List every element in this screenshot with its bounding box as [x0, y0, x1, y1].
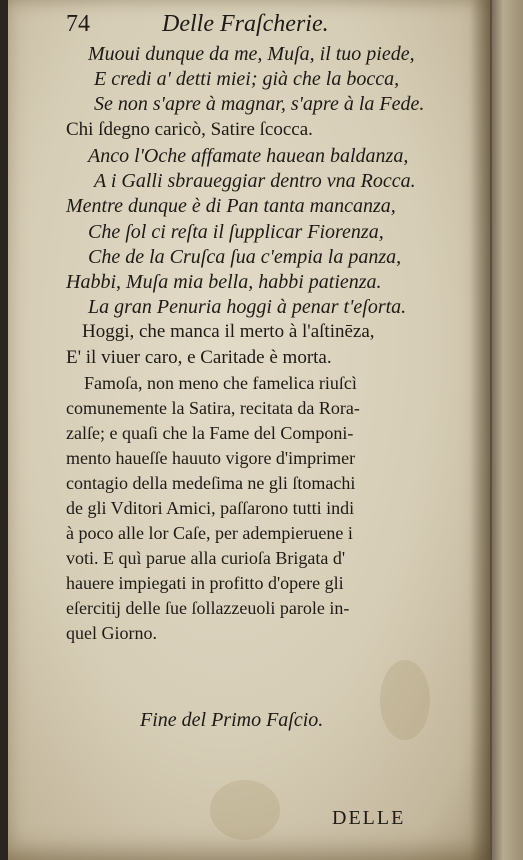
- running-title: Delle Fraſcherie.: [162, 11, 329, 37]
- prose-line: à poco alle lor Caſe, per adempieruene i: [66, 523, 353, 543]
- poem-line: E' il viuer caro, e Caritade è morta.: [66, 347, 332, 368]
- prose-line: voti. E quì parue alla curioſa Brigata d': [66, 548, 346, 568]
- prose-line: contagio della medeſima ne gli ſtomachi: [66, 473, 356, 493]
- poem-line: Che ſol ci reſta il ſupplicar Fiorenza,: [88, 221, 384, 243]
- poem-line: Muoui dunque da me, Muſa, il tuo piede,: [88, 43, 415, 65]
- poem-line: Che de la Cruſca ſua c'empia la panza,: [88, 246, 402, 268]
- page-number: 74: [66, 11, 90, 37]
- prose-line: eſercitij delle ſue ſollazzeuoli parole in-: [66, 598, 350, 618]
- poem-line: La gran Penuria hoggi à penar t'eſorta.: [88, 296, 407, 318]
- paper-stain: [210, 780, 280, 840]
- poem-line: Chi ſdegno caricò, Satire ſcocca.: [66, 119, 313, 140]
- poem-line: Mentre dunque è di Pan tanta mancanza,: [66, 195, 396, 217]
- prose-line: hauere impiegati in profitto d'opere gli: [66, 573, 344, 593]
- poem-line: A i Galli sbraueggiar dentro vna Rocca.: [94, 170, 416, 192]
- prose-line: comunemente la Satira, recitata da Rora-: [66, 398, 360, 418]
- prose-line: mento haueſſe hauuto vigore d'imprimer: [66, 448, 356, 468]
- colophon: Fine del Primo Faſcio.: [140, 709, 324, 731]
- poem-line: E credi a' detti miei; già che la bocca,: [94, 68, 400, 90]
- poem-line: Anco l'Oche affamate hauean baldanza,: [88, 145, 409, 167]
- poem-line: Hoggi, che manca il merto à l'aſtinēza,: [82, 321, 375, 342]
- paper-stain: [380, 660, 430, 740]
- prose-line: Famoſa, non meno che famelica riuſcì: [84, 373, 357, 393]
- poem-line: Se non s'apre à magnar, s'apre à la Fede.: [94, 93, 425, 115]
- prose-line: zalſe; e quaſi che la Fame del Componi-: [66, 423, 354, 443]
- prose-line: de gli Vditori Amici, paſſarono tutti indi: [66, 498, 355, 518]
- gutter-shadow: [470, 0, 492, 860]
- facing-page-edge: [490, 0, 523, 860]
- prose-line: quel Giorno.: [66, 623, 157, 643]
- catchword: DELLE: [332, 807, 406, 829]
- poem-line: Habbi, Muſa mia bella, habbi patienza.: [66, 271, 382, 293]
